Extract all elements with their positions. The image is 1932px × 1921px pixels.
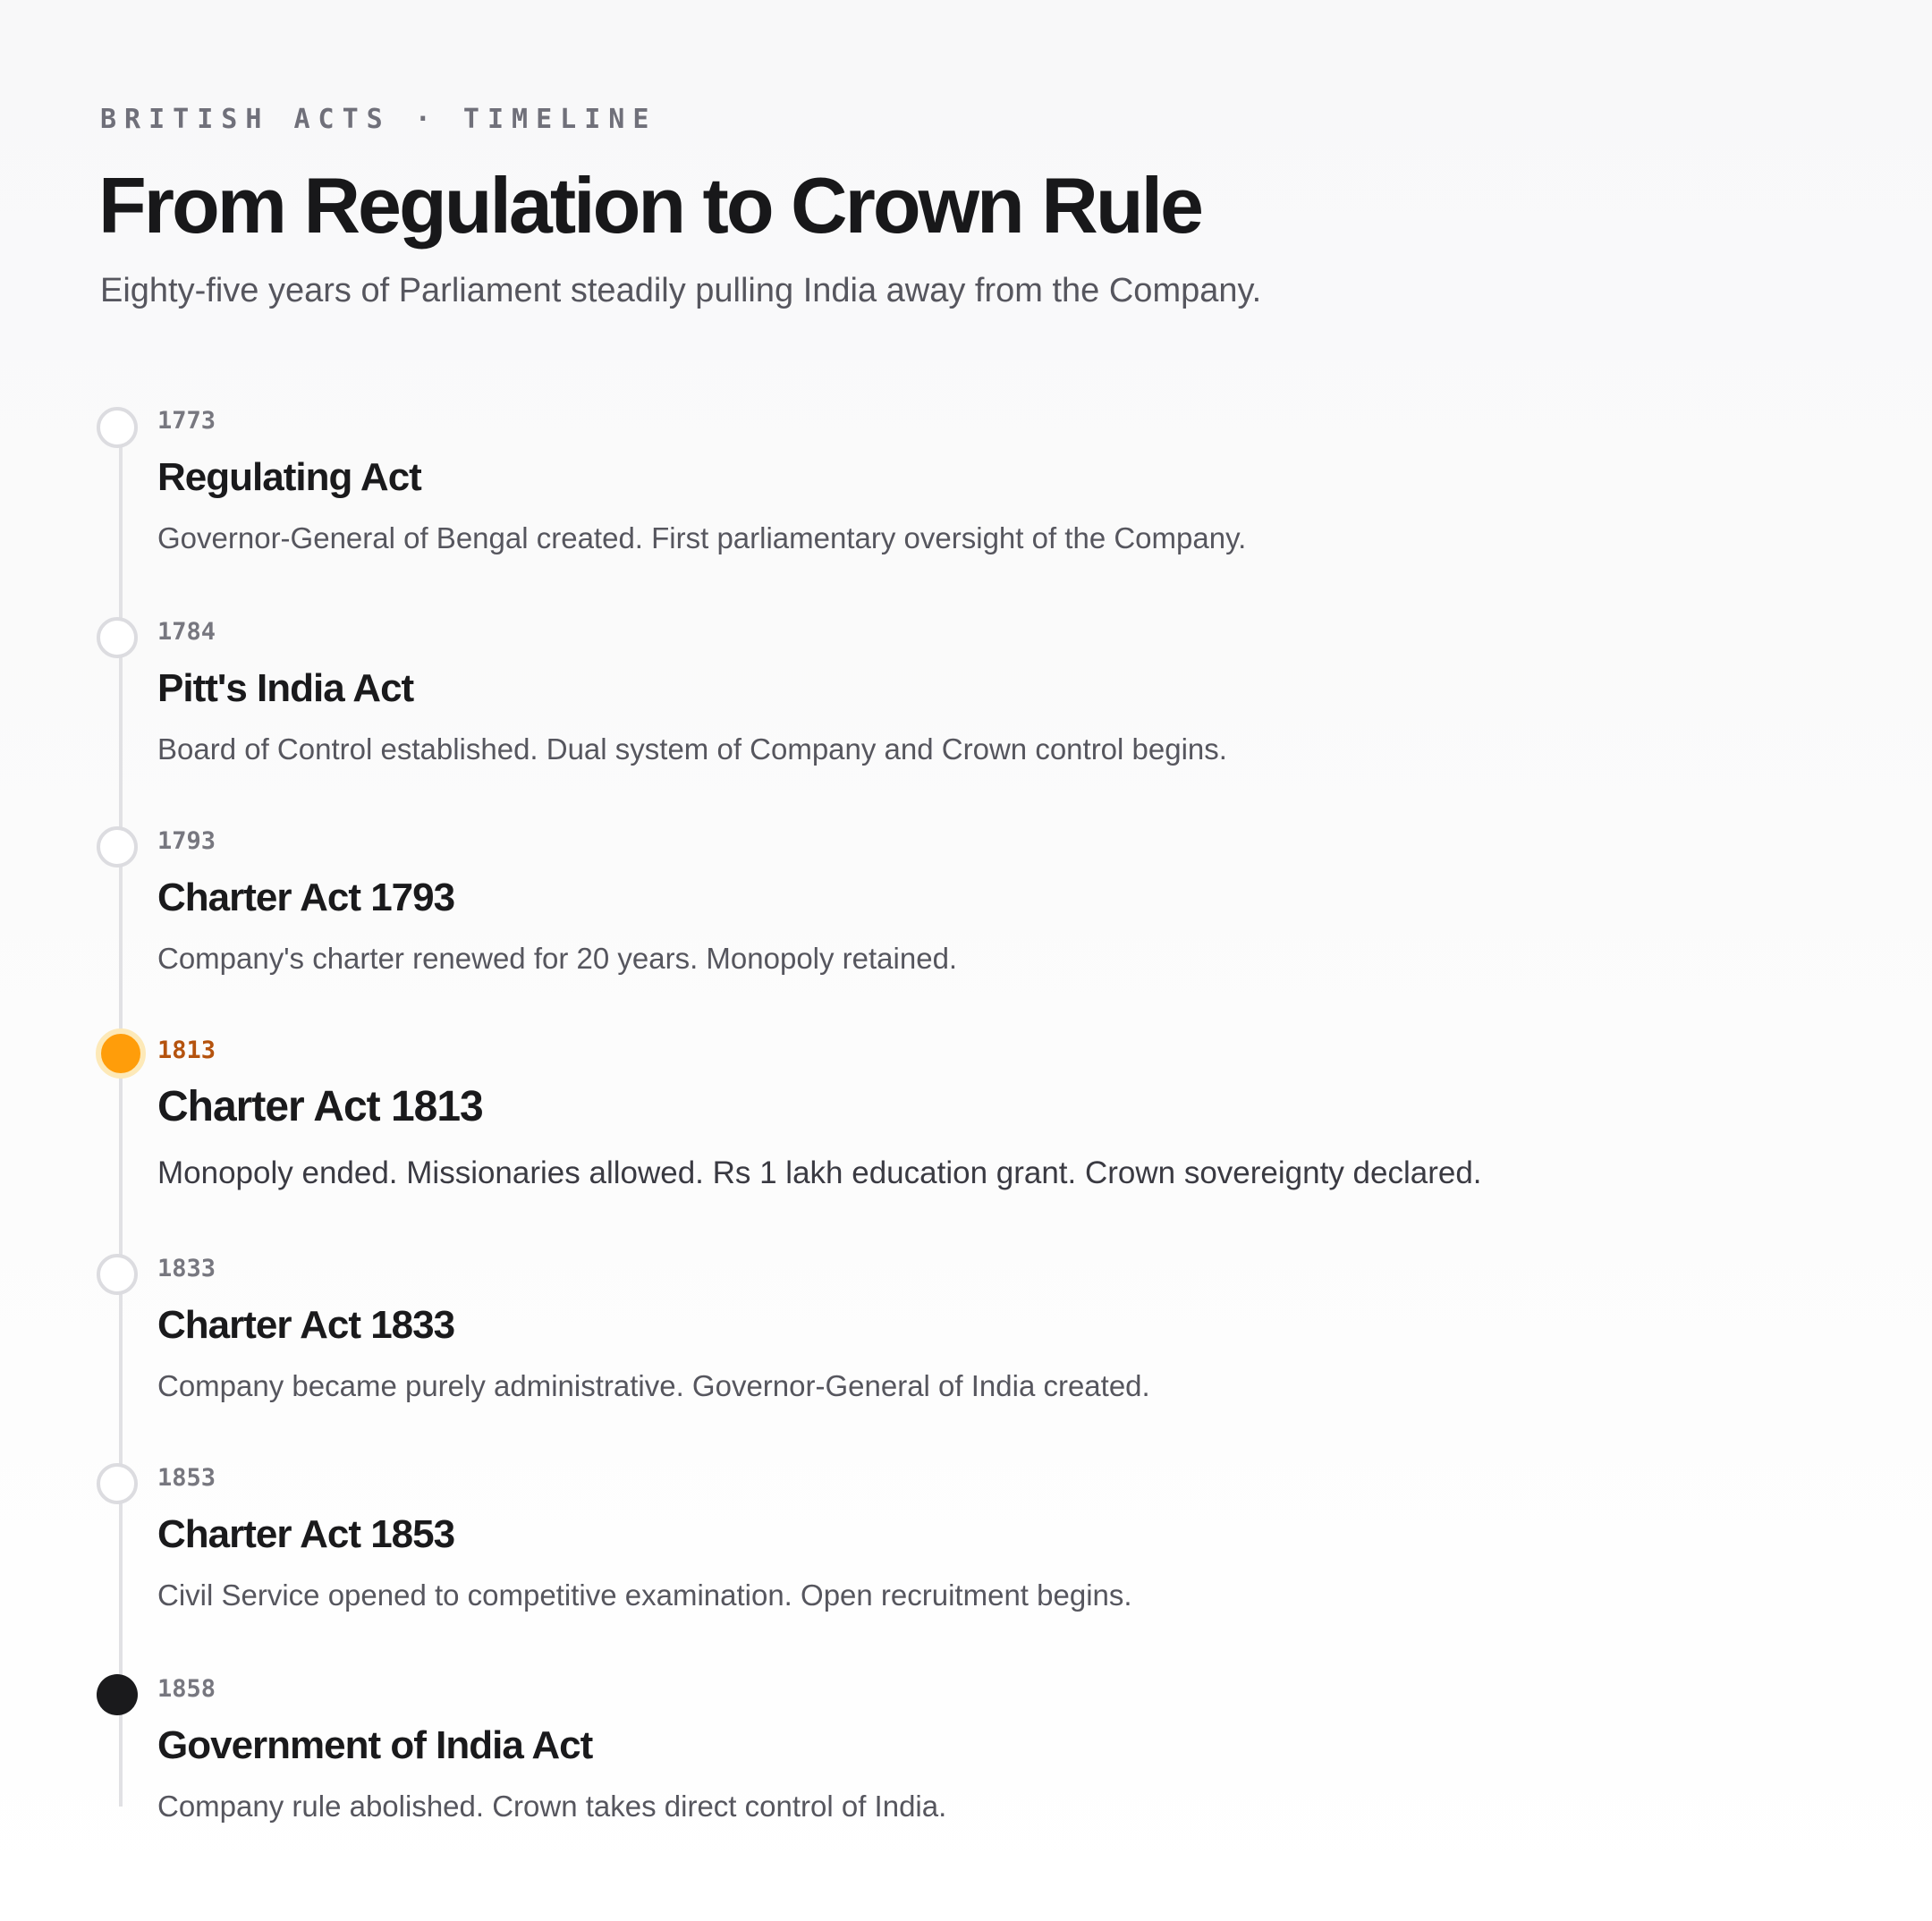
timeline-event-highlighted [100,1036,1853,1214]
event-title: Regulating Act [157,455,421,499]
timeline-marker [97,617,138,658]
timeline-event [100,1254,1853,1433]
timeline-marker [97,1463,138,1504]
section-eyebrow: BRITISH ACTS · TIMELINE [100,104,657,135]
event-year: 1773 [157,407,216,435]
event-year: 1853 [157,1464,216,1492]
event-year: 1833 [157,1255,216,1282]
timeline-marker [97,826,138,867]
timeline-event [100,826,1853,1005]
timeline-marker-highlighted [96,1028,146,1079]
event-year: 1813 [157,1037,216,1064]
event-description: Company became purely administrative. Governor-General of India created. [157,1369,1150,1402]
event-year: 1784 [157,618,216,646]
event-title: Charter Act 1793 [157,876,455,919]
timeline-event [100,1463,1853,1642]
event-year: 1793 [157,827,216,855]
timeline-marker-final [97,1674,138,1715]
event-title: Pitt's India Act [157,666,414,710]
timeline-marker [97,407,138,448]
page-subtitle: Eighty-five years of Parliament steadily pulling India away from the Company. [100,272,1262,309]
event-description: Company's charter renewed for 20 years. Monopoly retained. [157,942,958,975]
event-title: Charter Act 1813 [157,1083,483,1130]
timeline-event [100,617,1853,796]
event-description: Board of Control established. Dual system of Company and Crown control begins. [157,732,1227,766]
page-title: From Regulation to Crown Rule [98,161,1201,250]
event-description: Monopoly ended. Missionaries allowed. Rs 1 lakh education grant. Crown sovereignty declared. [157,1155,1482,1190]
timeline-event [100,406,1853,585]
event-year: 1858 [157,1675,216,1703]
event-description: Governor-General of Bengal created. First parliamentary oversight of the Company. [157,521,1247,554]
event-description: Company rule abolished. Crown takes direct control of India. [157,1790,947,1823]
timeline [100,0,1853,1921]
event-title: Charter Act 1833 [157,1303,455,1347]
event-description: Civil Service opened to competitive examination. Open recruitment begins. [157,1578,1132,1612]
event-title: Government of India Act [157,1723,593,1767]
event-title: Charter Act 1853 [157,1512,455,1556]
timeline-event-final [100,1674,1853,1853]
timeline-marker [97,1254,138,1295]
